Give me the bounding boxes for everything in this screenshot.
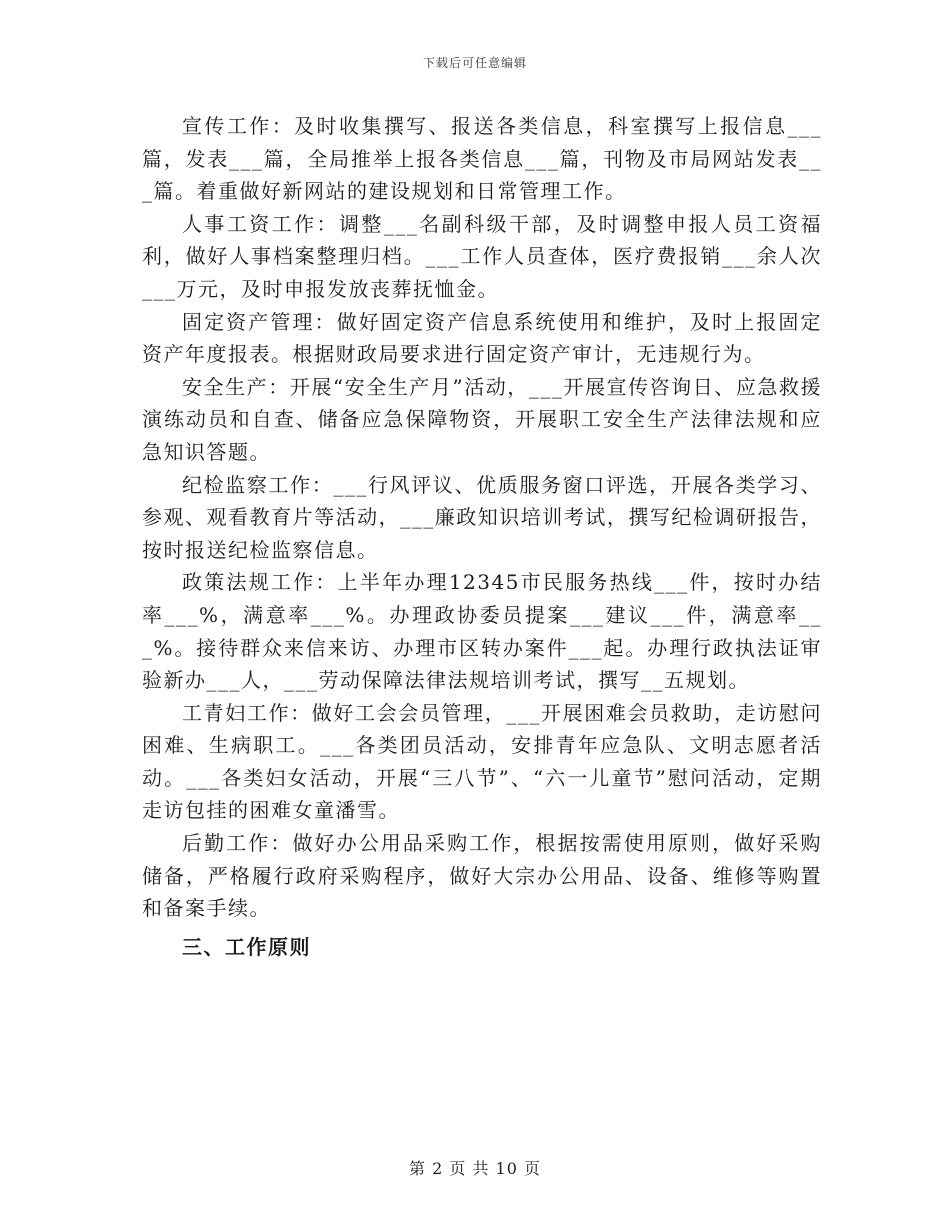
page-number: 第 2 页 共 10 页	[409, 1159, 541, 1178]
paragraph-publicity: 宣传工作：及时收集撰写、报送各类信息，科室撰写上报信息___篇，发表___篇，全局推举上报各类信息___篇，刊物及市局网站发表___篇。着重做好新网站的建设规划和日常管理工作。	[142, 114, 822, 204]
document-body	[142, 110, 822, 965]
section-heading: 三、工作原则	[182, 934, 311, 959]
paragraph-personnel-wages: 人事工资工作：调整___名副科级干部，及时调整申报人员工资福利，做好人事档案整理归档。___工作人员查体，医疗费报销___余人次___万元，及时申报发放丧葬抚恤金。	[142, 211, 822, 301]
paragraph-discipline-inspection: 纪检监察工作：___行风评议、优质服务窗口评选，开展各类学习、参观、观看教育片等活动，___廉政知识培训考试，撰写纪检调研报告，按时报送纪检监察信息。	[142, 472, 822, 562]
paragraph-safety-production: 安全生产：开展“安全生产月”活动，___开展宣传咨询日、应急救援演练动员和自查、储备应急保障物资，开展职工安全生产法律法规和应急知识答题。	[142, 374, 822, 464]
paragraph-logistics: 后勤工作：做好办公用品采购工作，根据按需使用原则，做好采购储备，严格履行政府采购程序，做好大宗办公用品、设备、维修等购置和备案手续。	[142, 831, 822, 921]
header-note: 下载后可任意编辑	[422, 56, 527, 70]
paragraph-union-youth-women: 工青妇工作：做好工会会员管理，___开展困难会员救助，走访慰问困难、生病职工。___各类团员活动，安排青年应急队、文明志愿者活动。___各类妇女活动，开展“三八节”、“六一儿童节”慰问活动，定期走访包挂的困难女童潘雪。	[142, 700, 822, 823]
paragraph-policy-regulations: 政策法规工作：上半年办理12345市民服务热线___件，按时办结率___%，满意率___%。办理政协委员提案___建议___件，满意率___%。接待群众来信来访、办理市区转办案件___起。办理行政执法证审验新办___人，___劳动保障法律法规培训考试，撰写__五规划。	[142, 570, 822, 693]
paragraph-fixed-assets: 固定资产管理：做好固定资产信息系统使用和维护，及时上报固定资产年度报表。根据财政局要求进行固定资产审计，无违规行为。	[142, 309, 822, 367]
